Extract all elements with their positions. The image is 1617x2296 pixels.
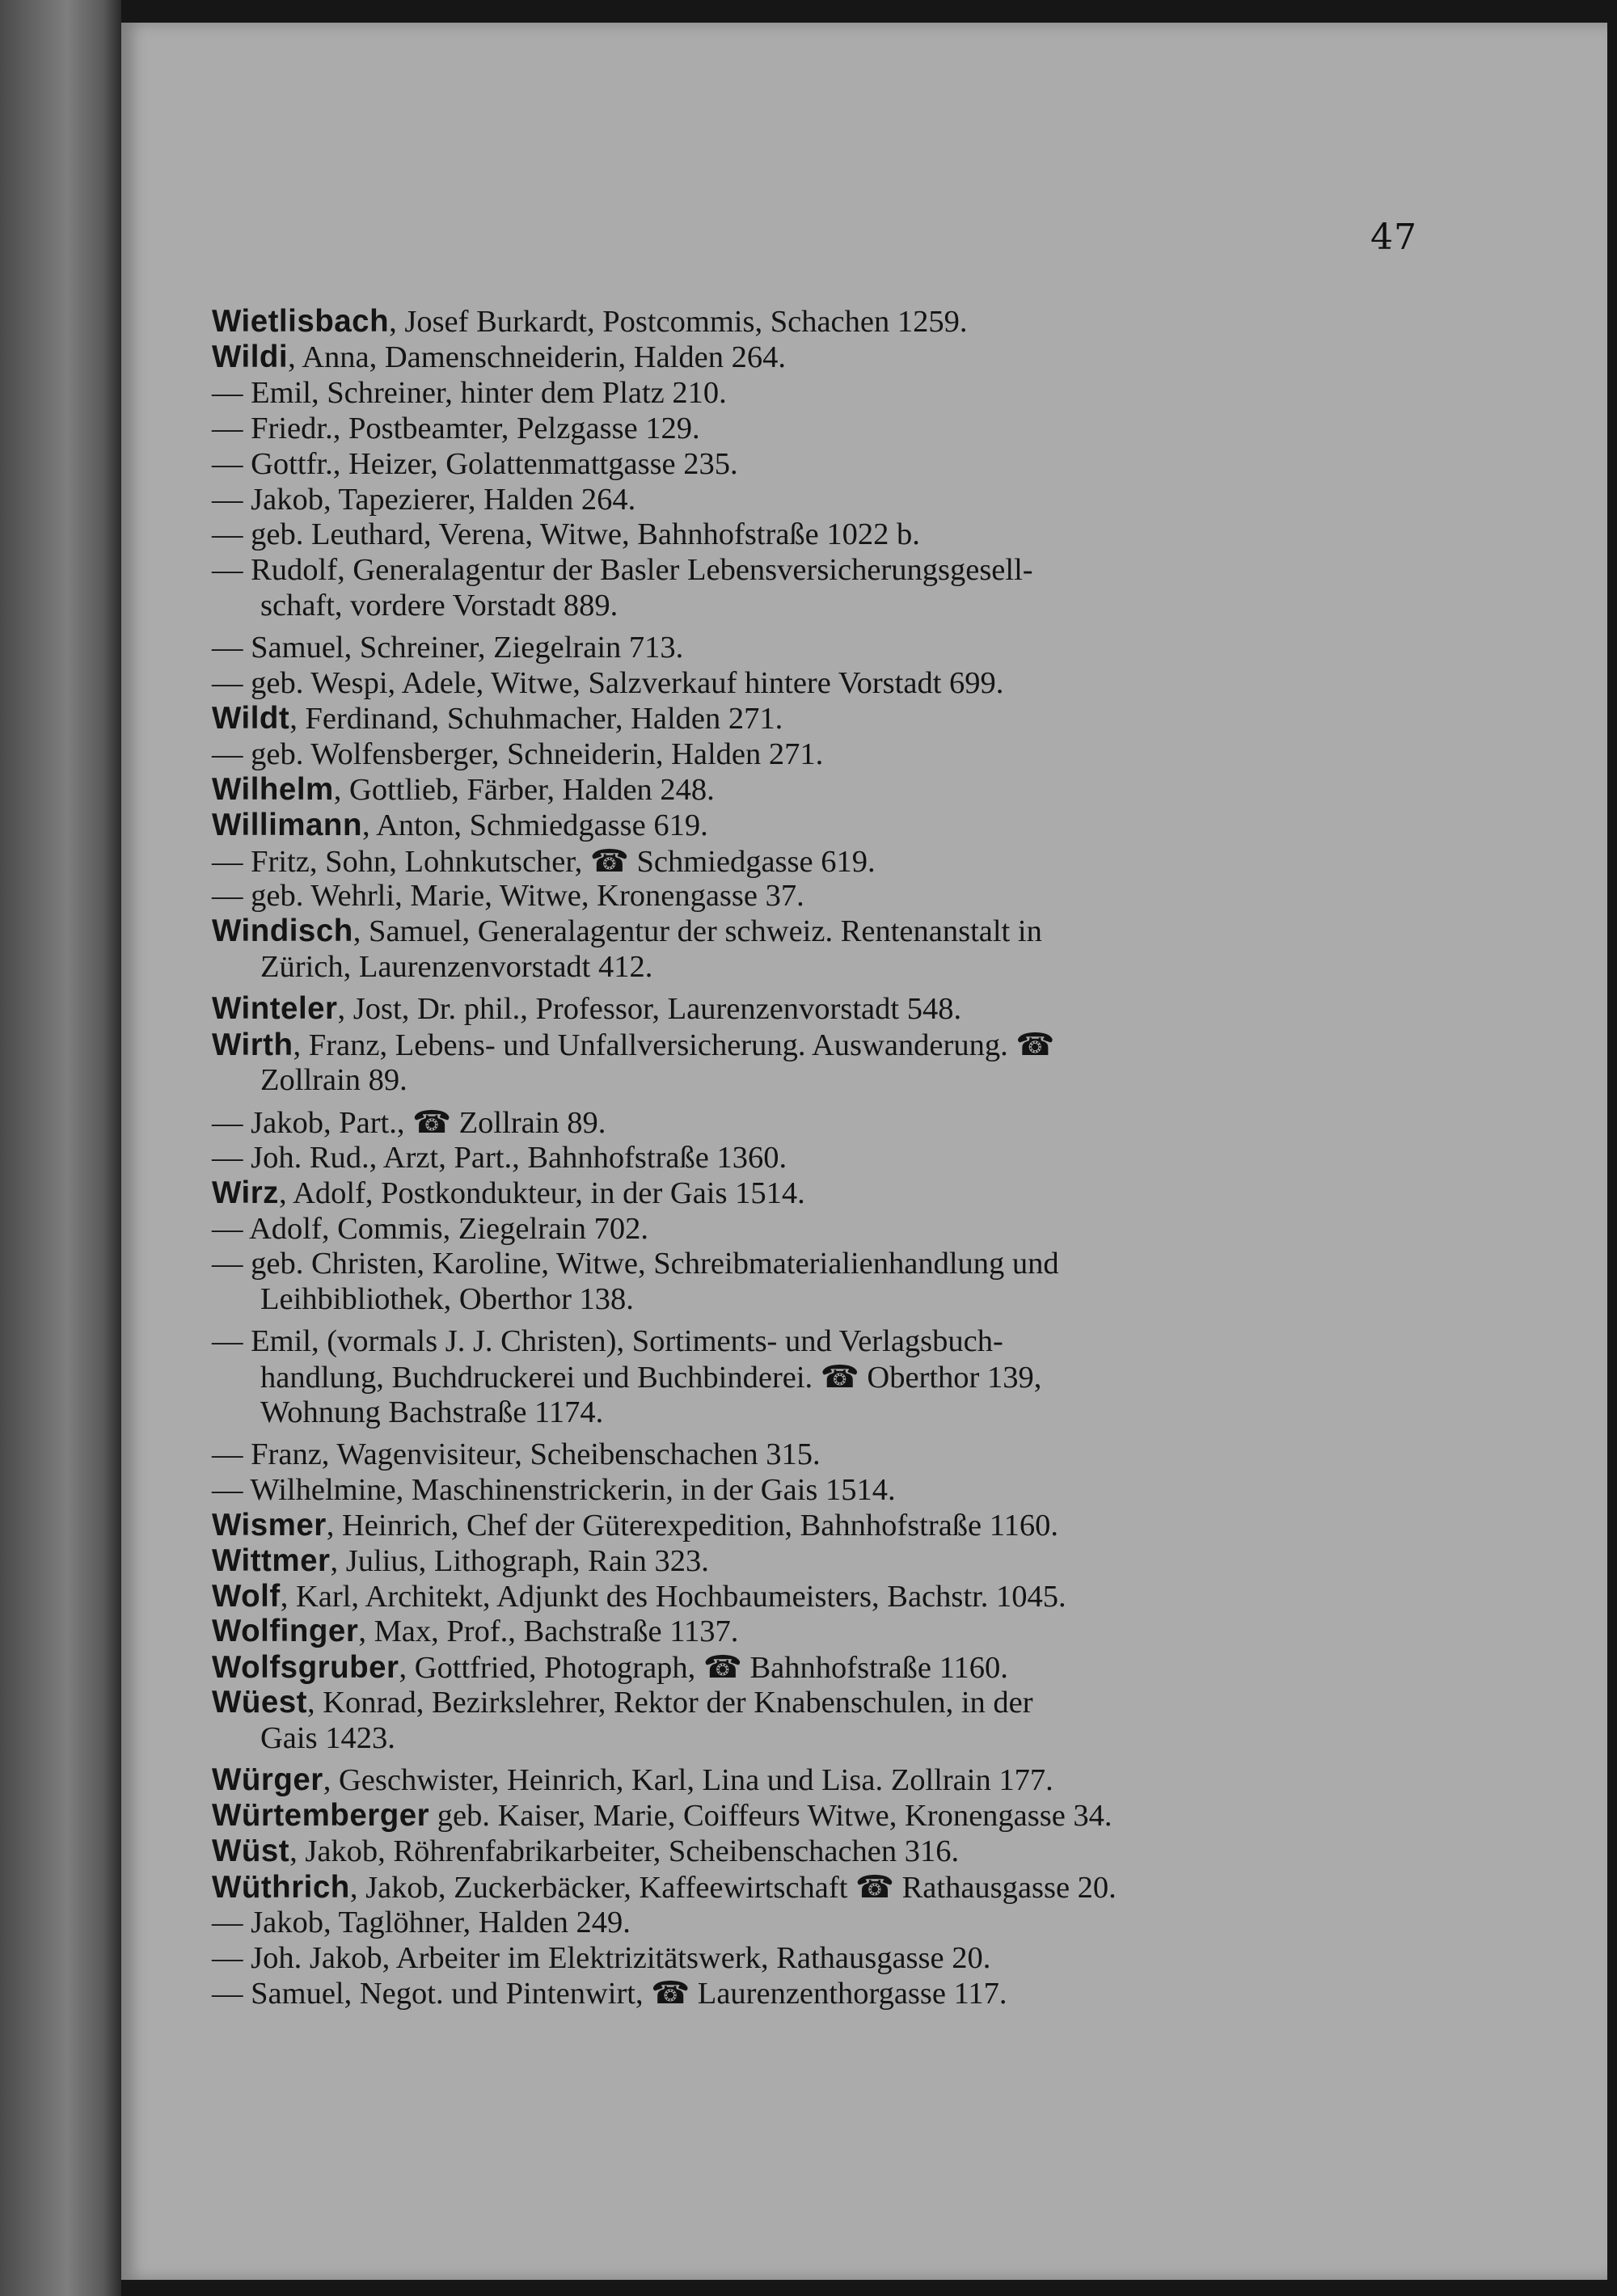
entry-text: — geb. Christen, Karoline, Witwe, Schreibmaterialienhandlung und — [212, 1247, 1059, 1281]
directory-entry — [212, 1685, 1033, 1720]
entry-text: — Adolf, Commis, Ziegelrain 702. — [212, 1211, 649, 1246]
directory-entry — [212, 1649, 1008, 1686]
entry-text: handlung, Buchdruckerei und Buchbinderei. ☎ Oberthor 139, — [260, 1361, 1042, 1395]
directory-entry — [212, 304, 967, 340]
directory-entry — [212, 1543, 709, 1579]
directory-entry — [212, 1975, 1007, 2011]
entry-text: , Adolf, Postkondukteur, in der Gais 1514. — [278, 1175, 805, 1210]
entry-text: — Fritz, Sohn, Lohnkutscher, ☎ Schmiedgasse 619. — [212, 844, 876, 879]
entry-text: , Julius, Lithograph, Rain 323. — [330, 1543, 709, 1578]
entry-text: , Heinrich, Chef der Güterexpedition, Bahnhofstraße 1160. — [326, 1508, 1058, 1543]
entry-text: , Konrad, Bezirkslehrer, Rektor der Knabenschulen, in der — [307, 1686, 1033, 1720]
directory-entry — [212, 1614, 738, 1649]
entry-text: geb. Kaiser, Marie, Coiffeurs Witwe, Kronengasse 34. — [429, 1798, 1112, 1833]
directory-entry — [212, 340, 786, 375]
entry-surname: Winteler — [212, 991, 338, 1027]
entry-surname: Wüthrich — [212, 1869, 350, 1905]
entry-text: — Jakob, Tapezierer, Halden 264. — [212, 482, 636, 517]
directory-entry — [212, 1472, 896, 1508]
directory-entry — [212, 1140, 787, 1175]
directory-entry — [212, 991, 961, 1027]
directory-entry — [212, 482, 635, 517]
entry-text: , Jakob, Röhrenfabrikarbeiter, Scheibenschachen 316. — [289, 1834, 960, 1868]
directory-entry — [212, 808, 708, 843]
entry-text: — Samuel, Schreiner, Ziegelrain 713. — [212, 631, 684, 665]
entry-surname: Wolfsgruber — [212, 1650, 399, 1686]
entry-text: , Anna, Damenschneiderin, Halden 264. — [288, 340, 786, 374]
directory-entry — [212, 1104, 606, 1141]
entry-text: , Ferdinand, Schuhmacher, Halden 271. — [289, 701, 783, 736]
entry-surname: Wilhelm — [212, 771, 334, 807]
page-number: 47 — [1370, 217, 1417, 258]
entry-continuation-line — [260, 588, 618, 623]
directory-entry — [212, 1762, 1053, 1798]
entry-surname: Wüest — [212, 1685, 307, 1720]
entry-text: — geb. Wolfensberger, Schneiderin, Halden 271. — [212, 736, 824, 771]
directory-entry — [212, 701, 783, 736]
directory-entry — [212, 1437, 821, 1472]
directory-entry — [212, 914, 1042, 949]
entry-continuation-line — [260, 1281, 634, 1317]
directory-entry — [212, 1508, 1058, 1543]
entry-text: Wohnung Bachstraße 1174. — [260, 1395, 604, 1429]
entry-text: — geb. Wespi, Adele, Witwe, Salzverkauf hintere Vorstadt 699. — [212, 666, 1004, 700]
entry-surname: Wolfinger — [212, 1614, 359, 1649]
entry-surname: Wildt — [212, 700, 290, 736]
entry-text: , Max, Prof., Bachstraße 1137. — [358, 1614, 739, 1649]
entry-text: , Franz, Lebens- und Unfallversicherung. Auswanderung. ☎ — [293, 1028, 1055, 1062]
entry-text: — Joh. Rud., Arzt, Part., Bahnhofstraße 1360. — [212, 1140, 787, 1175]
entry-text: , Jakob, Zuckerbäcker, Kaffeewirtschaft ☎ Rathausgasse 20. — [349, 1870, 1117, 1905]
entry-surname: Wirth — [212, 1028, 293, 1062]
directory-entry — [212, 1905, 631, 1940]
entry-text: — geb. Leuthard, Verena, Witwe, Bahnhofstraße 1022 b. — [212, 517, 920, 552]
entry-continuation-line — [260, 1720, 395, 1756]
entry-surname: Wirz — [212, 1175, 279, 1210]
directory-entry — [212, 878, 804, 914]
entry-text: Zollrain 89. — [260, 1062, 407, 1097]
directory-entry — [212, 1798, 1112, 1834]
entry-text: , Karl, Architekt, Adjunkt des Hochbaumeisters, Bachstr. 1045. — [280, 1579, 1066, 1614]
directory-entry — [212, 411, 700, 446]
entry-text: schaft, vordere Vorstadt 889. — [260, 589, 619, 623]
entry-text: , Geschwister, Heinrich, Karl, Lina und Lisa. Zollrain 177. — [323, 1763, 1053, 1797]
entry-surname: Wüst — [212, 1833, 290, 1868]
directory-entry — [212, 1027, 1054, 1063]
directory-entry — [212, 517, 920, 552]
entry-surname: Würtemberger — [212, 1797, 430, 1833]
entry-text: — Emil, Schreiner, hinter dem Platz 210. — [212, 375, 727, 410]
directory-entry — [212, 736, 823, 772]
directory-entry — [212, 1834, 959, 1869]
directory-entry — [212, 1246, 1059, 1281]
entry-surname: Willimann — [212, 807, 362, 842]
entry-text: — Jakob, Part., ☎ Zollrain 89. — [212, 1105, 606, 1140]
directory-entry — [212, 1940, 990, 1976]
entry-surname: Windisch — [212, 914, 353, 949]
entry-surname: Wildi — [212, 339, 289, 374]
entry-text: — geb. Wehrli, Marie, Witwe, Kronengasse 37. — [212, 879, 804, 914]
directory-entry — [212, 772, 715, 808]
directory-entry — [212, 1175, 805, 1211]
entry-text: — Emil, (vormals J. J. Christen), Sortiments- und Verlagsbuch- — [212, 1324, 1003, 1359]
entry-text: , Samuel, Generalagentur der schweiz. Rentenanstalt in — [353, 914, 1042, 949]
directory-entry — [212, 552, 1033, 588]
entry-surname: Wietlisbach — [212, 304, 390, 339]
directory-entry — [212, 1579, 1066, 1614]
directory-entry — [212, 446, 738, 482]
entry-surname: Würger — [212, 1762, 323, 1797]
entry-text: , Jost, Dr. phil., Professor, Laurenzenvorstadt 548. — [337, 992, 962, 1027]
directory-entry — [212, 630, 683, 665]
entry-text: — Gottfr., Heizer, Golattenmattgasse 235. — [212, 446, 738, 481]
directory-entry — [212, 665, 1003, 701]
entry-text: Gais 1423. — [260, 1721, 395, 1756]
entry-text: — Friedr., Postbeamter, Pelzgasse 129. — [212, 411, 700, 445]
entry-surname: Wolf — [212, 1578, 281, 1614]
directory-entry — [212, 843, 876, 880]
entry-text: — Jakob, Taglöhner, Halden 249. — [212, 1905, 631, 1939]
entry-continuation-line — [260, 949, 652, 985]
entry-text: Leihbibliothek, Oberthor 138. — [260, 1282, 634, 1317]
entry-surname: Wittmer — [212, 1543, 331, 1578]
directory-entry — [212, 1211, 648, 1247]
entry-text: — Wilhelmine, Maschinenstrickerin, in der Gais 1514. — [212, 1472, 896, 1507]
entry-continuation-line — [260, 1359, 1041, 1395]
entry-surname: Wismer — [212, 1507, 327, 1543]
entry-text: , Gottlieb, Färber, Halden 248. — [333, 772, 715, 807]
entry-text: , Gottfried, Photograph, ☎ Bahnhofstraße 1160. — [399, 1651, 1008, 1686]
directory-entry — [212, 1869, 1117, 1906]
entry-continuation-line — [260, 1062, 407, 1098]
directory-entry — [212, 1323, 1003, 1359]
entry-text: — Samuel, Negot. und Pintenwirt, ☎ Laurenzenthorgasse 117. — [212, 1977, 1007, 2011]
entry-text: Zürich, Laurenzenvorstadt 412. — [260, 950, 653, 985]
entry-text: , Anton, Schmiedgasse 619. — [361, 808, 708, 842]
entry-text: — Franz, Wagenvisiteur, Scheibenschachen 315. — [212, 1437, 821, 1471]
entry-text: , Josef Burkardt, Postcommis, Schachen 1259. — [389, 305, 968, 339]
entry-text: — Joh. Jakob, Arbeiter im Elektrizitätswerk, Rathausgasse 20. — [212, 1940, 991, 1975]
directory-entry — [212, 375, 727, 411]
book-spine — [0, 0, 121, 2296]
entry-continuation-line — [260, 1395, 603, 1430]
book-page — [121, 23, 1607, 2280]
entry-text: — Rudolf, Generalagentur der Basler Lebensversicherungsgesell- — [212, 553, 1033, 588]
